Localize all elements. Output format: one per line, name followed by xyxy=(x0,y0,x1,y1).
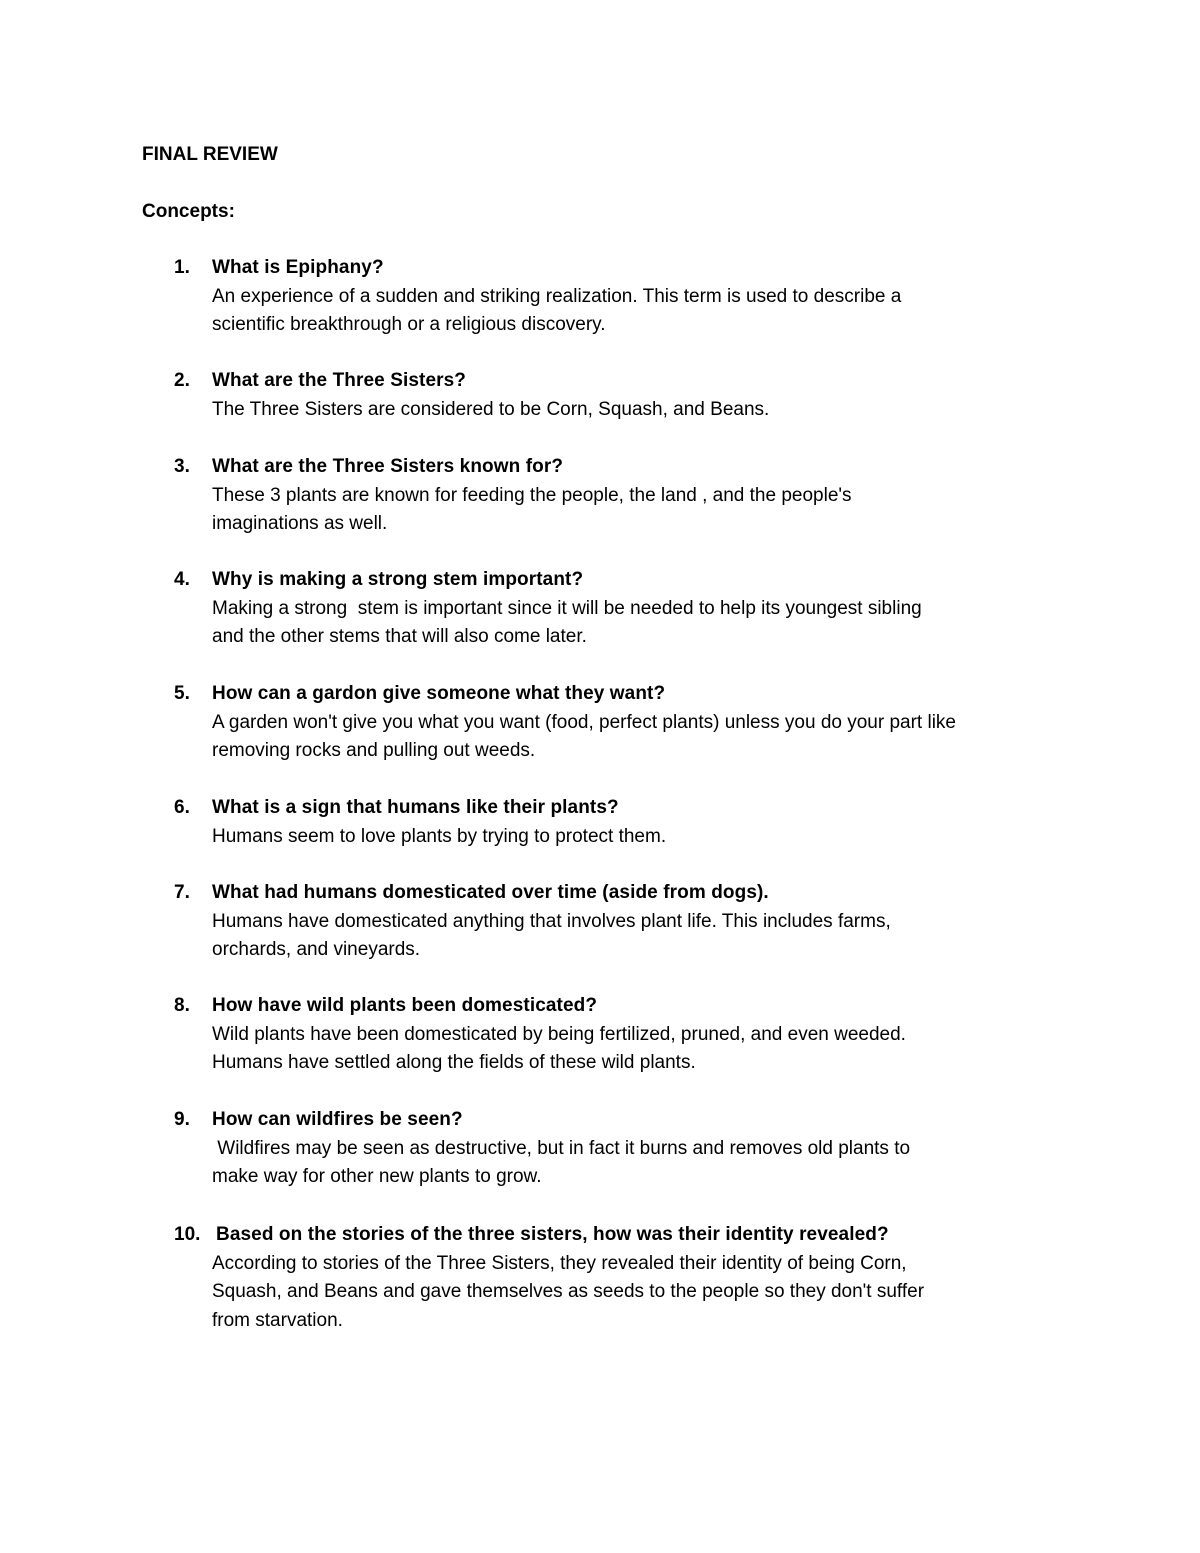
answer-text: Wild plants have been domesticated by being fertilized, pruned, and even weeded. Humans have settled along the fields of these wild plants. xyxy=(212,1023,906,1073)
question-text: How have wild plants been domesticated? xyxy=(212,995,598,1016)
item-number: 9. xyxy=(174,1109,190,1130)
question-text: Based on the stories of the three sisters, how was their identity revealed? xyxy=(216,1224,889,1245)
answer-text: According to stories of the Three Sisters, they revealed their identity of being Corn, Squash, and Beans and gave themselves as seeds to the people so they don't suffer from starvation. xyxy=(212,1252,925,1331)
question-text: How can wildfires be seen? xyxy=(212,1109,463,1130)
question-text: What is a sign that humans like their plants? xyxy=(212,797,619,818)
question-text: What are the Three Sisters? xyxy=(212,370,466,391)
answer-text: Humans have domesticated anything that involves plant life. This includes farms, orchards, and vineyards. xyxy=(212,910,891,960)
answer-text: An experience of a sudden and striking realization. This term is used to describe a scientific breakthrough or a religious discovery. xyxy=(212,285,902,335)
answer-text: Wildfires may be seen as destructive, but in fact it burns and removes old plants to make way for other new plants to grow. xyxy=(212,1137,911,1187)
answer-text: A garden won't give you what you want (food, perfect plants) unless you do your part like removing rocks and pulling out weeds. xyxy=(212,711,956,761)
answer-text: Making a strong stem is important since it will be needed to help its youngest sibling and the other stems that will also come later. xyxy=(212,597,922,647)
question-text: Why is making a strong stem important? xyxy=(212,569,584,590)
section-heading: Concepts: xyxy=(142,201,235,222)
item-number: 3. xyxy=(174,456,190,477)
item-number: 1. xyxy=(174,257,190,278)
item-number: 4. xyxy=(174,569,190,590)
item-number: 10. xyxy=(174,1224,201,1245)
question-text: What had humans domesticated over time (aside from dogs). xyxy=(212,882,769,903)
answer-text: The Three Sisters are considered to be Corn, Squash, and Beans. xyxy=(212,398,770,420)
item-number: 8. xyxy=(174,995,190,1016)
question-text: What are the Three Sisters known for? xyxy=(212,456,564,477)
item-number: 2. xyxy=(174,370,190,391)
document-title: FINAL REVIEW xyxy=(142,144,278,165)
item-number: 5. xyxy=(174,683,190,704)
answer-text: These 3 plants are known for feeding the people, the land , and the people's imaginations as well. xyxy=(212,484,852,534)
item-number: 7. xyxy=(174,882,190,903)
answer-text: Humans seem to love plants by trying to protect them. xyxy=(212,825,667,847)
item-number: 6. xyxy=(174,797,190,818)
question-text: How can a gardon give someone what they want? xyxy=(212,683,666,704)
question-text: What is Epiphany? xyxy=(212,257,384,278)
